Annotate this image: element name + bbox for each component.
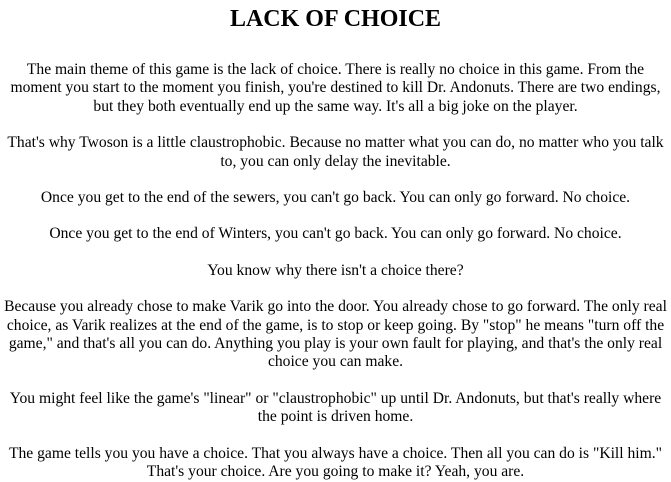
paragraph-varik: Because you already chose to make Varik go into the door. You already chose to go forward. The only real choice, as Varik realizes at the end of the game, is to stop or keep going. By "stop" he means "turn off the game," and that's all you can do. Anything you play is your own fault for playing, and that's the only real choice you can make. <box>4 298 667 371</box>
page-title: LACK OF CHOICE <box>229 6 442 32</box>
paragraph-kill-him: The game tells you you have a choice. That you always have a choice. Then all you can do is "Kill him." That's your choice. Are you going to make it? Yeah, you are. <box>8 444 663 481</box>
paragraph-twoson: That's why Twoson is a little claustrophobic. Because no matter what you can do, no matter who you talk to, you can only delay the inevitable. <box>7 134 664 170</box>
paragraph-sewers: Once you get to the end of the sewers, you can't go back. You can only go forward. No choice. <box>40 189 631 207</box>
paragraph-linear: You might feel like the game's "linear" or "claustrophobic" up until Dr. Andonuts, but that's really where the point is driven home. <box>9 389 662 426</box>
paragraph-winters: Once you get to the end of Winters, you can't go back. You can only go forward. No choice. <box>49 225 622 243</box>
paragraph-question: You know why there isn't a choice there? <box>207 261 464 279</box>
paragraph-theme: The main theme of this game is the lack of choice. There is really no choice in this game. From the moment you start to the moment you finish, you're destined to kill Dr. Andonuts. There are two endings, but they both eventually end up the same way. It's all a big joke on the player. <box>10 61 661 115</box>
